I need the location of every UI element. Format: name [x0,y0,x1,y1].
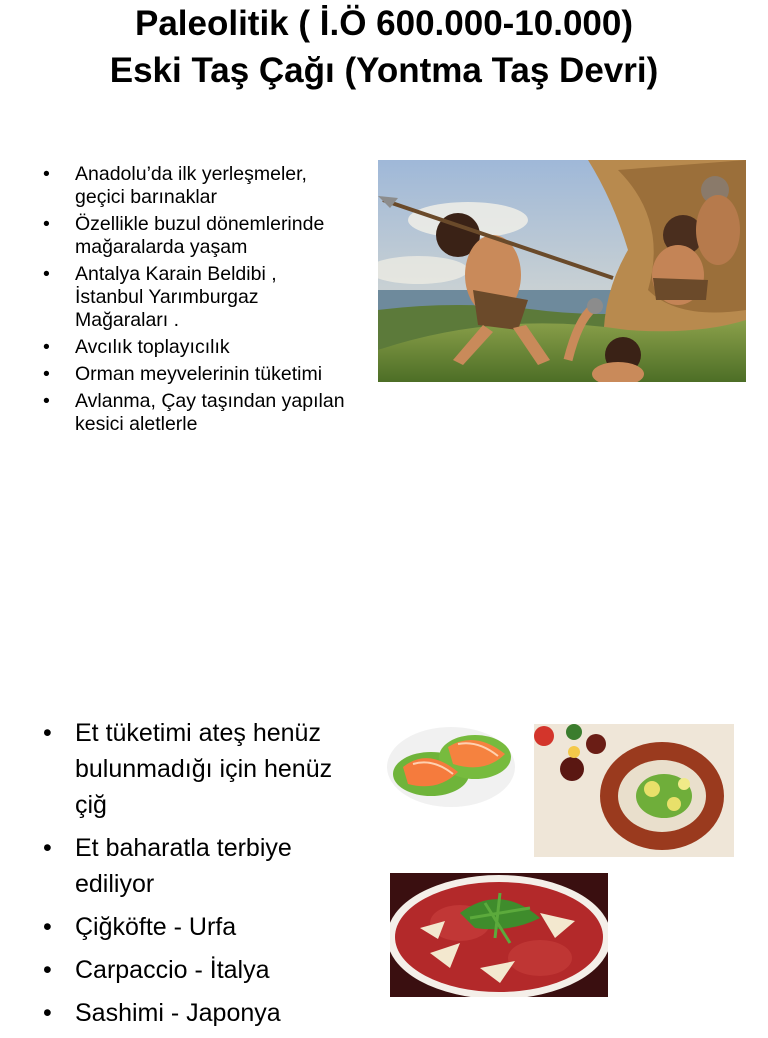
bullet-item [40,909,380,945]
bullet-line: kesici aletlerle [75,413,198,435]
bullet-item [40,830,380,902]
bullet-line: İstanbul Yarımburgaz [75,286,259,308]
bullet-item [40,336,370,359]
bullet-item [40,952,380,988]
bullet-line: • Sashimi - Japonya [75,999,281,1027]
bullet-line: • Avlanma, Çay taşından yapılan [75,390,345,412]
bullet-line: bulunmadığı için henüz [75,755,333,783]
bullet-item [40,163,370,209]
bullet-line: • Et tüketimi ateş henüz [75,719,321,747]
bullet-item [40,213,370,259]
bullet-line: • Carpaccio - İtalya [75,956,270,984]
bullet-line: • Antalya Karain Beldibi , [75,263,277,285]
bullet-line: mağaralarda yaşam [75,236,248,258]
bullet-item [40,363,370,386]
raw-meat-bullet-list [40,715,380,1038]
bullet-line: • Avcılık toplayıcılık [75,336,230,358]
bullet-line: geçici barınaklar [75,186,217,208]
bullet-line: • Anadolu’da ilk yerleşmeler, [75,163,307,185]
bullet-line: çiğ [75,791,107,819]
bullet-line: ediliyor [75,870,155,898]
bullet-line: • Özellikle buzul dönemlerinde [75,213,325,235]
bullet-line: • Çiğköfte - Urfa [75,913,237,941]
bullet-item [40,995,380,1031]
cigkofte-plate-photo [534,724,734,857]
carpaccio-plate-photo [390,873,608,997]
cavemen-hunting-illustration [378,160,746,382]
slide-title [0,0,768,94]
title-line-1: Paleolitik ( İ.Ö 600.000-10.000) [134,4,634,43]
sashimi-salmon-photo [383,712,519,812]
bullet-line: • Et baharatla terbiye [75,834,292,862]
bullet-line: Mağaraları . [75,309,180,331]
title-line-2: Eski Taş Çağı (Yontma Taş Devri) [109,51,659,90]
bullet-line: • Orman meyvelerinin tüketimi [75,363,323,385]
bullet-item [40,390,370,436]
bullet-item [40,263,370,332]
bullet-item [40,715,380,823]
paleolithic-bullet-list [40,163,370,440]
